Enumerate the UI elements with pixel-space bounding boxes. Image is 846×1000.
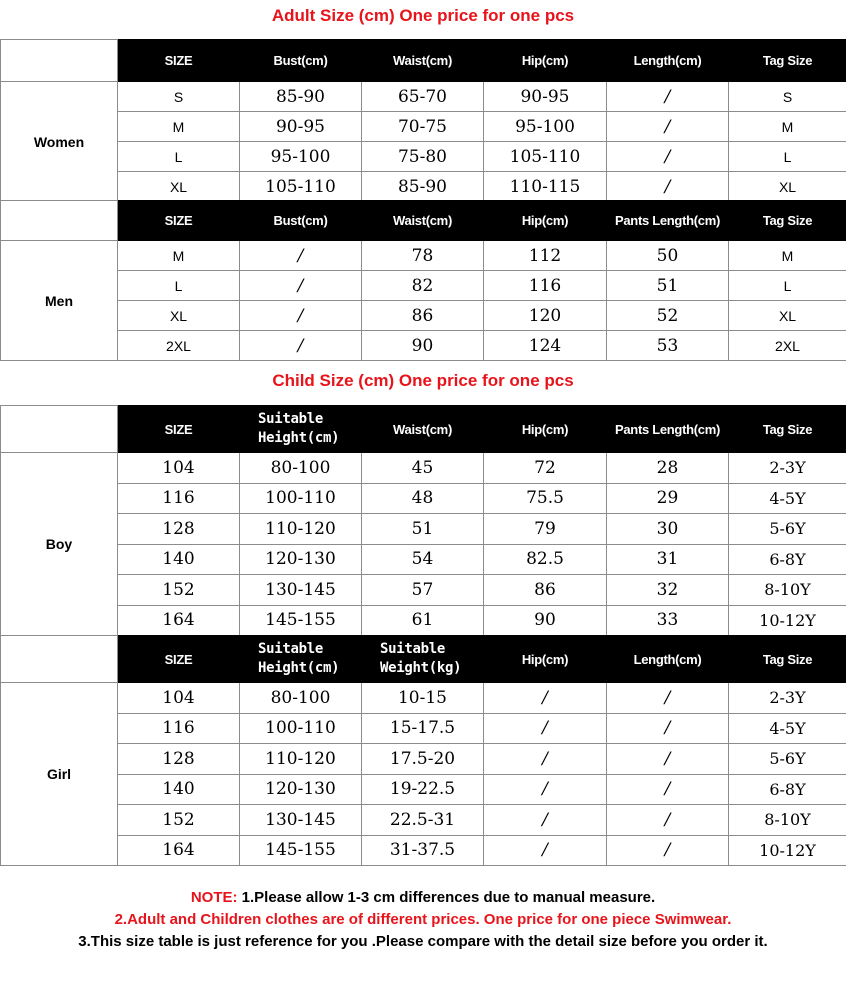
table-cell: 51 bbox=[362, 514, 484, 545]
table-cell: / bbox=[607, 805, 729, 836]
table-cell: 29 bbox=[607, 483, 729, 514]
table-cell: / bbox=[607, 142, 729, 172]
table-cell: / bbox=[607, 774, 729, 805]
table-cell: 33 bbox=[607, 605, 729, 636]
table-cell: / bbox=[484, 835, 607, 866]
girl-header-4: Length(cm) bbox=[607, 636, 729, 683]
women-header-4: Length(cm) bbox=[607, 40, 729, 82]
boy-header-2: Waist(cm) bbox=[362, 406, 484, 453]
table-row bbox=[1, 774, 846, 805]
boy-group-label: Boy bbox=[1, 453, 118, 636]
table-cell: 8-10Y bbox=[729, 575, 846, 606]
boy-header-0: SIZE bbox=[118, 406, 240, 453]
table-cell: 2XL bbox=[729, 331, 846, 361]
table-cell: 10-12Y bbox=[729, 605, 846, 636]
table-row bbox=[1, 483, 846, 514]
table-row bbox=[1, 301, 846, 331]
table-row bbox=[1, 172, 846, 202]
table-cell: 152 bbox=[118, 805, 240, 836]
table-row bbox=[1, 453, 846, 484]
table-cell: 130-145 bbox=[240, 805, 362, 836]
table-cell: M bbox=[118, 112, 240, 142]
table-cell: 80-100 bbox=[240, 453, 362, 484]
table-cell: / bbox=[607, 172, 729, 202]
table-cell: 86 bbox=[484, 575, 607, 606]
girl-size-table bbox=[0, 635, 846, 866]
table-cell: / bbox=[607, 744, 729, 775]
table-cell: / bbox=[240, 301, 362, 331]
table-cell: 128 bbox=[118, 514, 240, 545]
table-cell: 32 bbox=[607, 575, 729, 606]
table-row bbox=[1, 142, 846, 172]
girl-header-5: Tag Size bbox=[729, 636, 846, 683]
table-cell: 95-100 bbox=[240, 142, 362, 172]
table-cell: M bbox=[118, 241, 240, 271]
table-cell: XL bbox=[729, 301, 846, 331]
table-cell: 90 bbox=[362, 331, 484, 361]
table-cell: 79 bbox=[484, 514, 607, 545]
table-cell: 120 bbox=[484, 301, 607, 331]
table-cell: 82 bbox=[362, 271, 484, 301]
table-cell: 145-155 bbox=[240, 835, 362, 866]
women-header-2: Waist(cm) bbox=[362, 40, 484, 82]
table-cell: M bbox=[729, 112, 846, 142]
women-group-label: Women bbox=[1, 82, 118, 202]
table-cell: 152 bbox=[118, 575, 240, 606]
table-cell: 22.5-31 bbox=[362, 805, 484, 836]
table-cell: / bbox=[240, 271, 362, 301]
table-cell: 105-110 bbox=[484, 142, 607, 172]
note-line-2: 2.Adult and Children clothes are of different prices. One price for one piece Swimwear. bbox=[114, 911, 732, 928]
note-line-3: 3.This size table is just reference for you .Please compare with the detail size before you order it. bbox=[78, 933, 768, 950]
men-size-table bbox=[0, 200, 846, 361]
table-cell: 82.5 bbox=[484, 544, 607, 575]
table-cell: L bbox=[118, 271, 240, 301]
table-row bbox=[1, 82, 846, 112]
table-cell: / bbox=[607, 835, 729, 866]
table-row bbox=[1, 575, 846, 606]
table-cell: / bbox=[484, 774, 607, 805]
table-cell: 50 bbox=[607, 241, 729, 271]
table-cell: / bbox=[240, 331, 362, 361]
men-header-3: Hip(cm) bbox=[484, 201, 607, 241]
boy-header-3: Hip(cm) bbox=[484, 406, 607, 453]
table-cell: / bbox=[607, 713, 729, 744]
table-cell: 164 bbox=[118, 835, 240, 866]
notes bbox=[0, 887, 846, 953]
table-cell: / bbox=[484, 805, 607, 836]
table-cell: 2XL bbox=[118, 331, 240, 361]
table-row bbox=[1, 514, 846, 545]
table-row bbox=[1, 241, 846, 271]
table-cell: 124 bbox=[484, 331, 607, 361]
table-cell: 57 bbox=[362, 575, 484, 606]
table-cell: 116 bbox=[118, 483, 240, 514]
table-cell: 90-95 bbox=[240, 112, 362, 142]
table-cell: / bbox=[484, 744, 607, 775]
child-size-title: Child Size (cm) One price for one pcs bbox=[272, 371, 574, 390]
boy-header-1: Suitable Height(cm) bbox=[240, 406, 362, 453]
table-cell: 116 bbox=[484, 271, 607, 301]
table-row bbox=[1, 805, 846, 836]
table-cell: 54 bbox=[362, 544, 484, 575]
men-header-blank bbox=[1, 201, 118, 241]
boy-header-blank bbox=[1, 406, 118, 453]
table-cell: 5-6Y bbox=[729, 514, 846, 545]
table-cell: 61 bbox=[362, 605, 484, 636]
table-cell: 110-120 bbox=[240, 514, 362, 545]
men-header-4: Pants Length(cm) bbox=[607, 201, 729, 241]
table-cell: 100-110 bbox=[240, 713, 362, 744]
table-cell: 28 bbox=[607, 453, 729, 484]
table-cell: 45 bbox=[362, 453, 484, 484]
table-cell: 15-17.5 bbox=[362, 713, 484, 744]
adult-size-title: Adult Size (cm) One price for one pcs bbox=[271, 6, 575, 25]
note-line-1-text: 1.Please allow 1-3 cm differences due to manual measure. bbox=[237, 889, 656, 906]
table-cell: / bbox=[484, 683, 607, 714]
table-cell: XL bbox=[729, 172, 846, 202]
table-cell: 80-100 bbox=[240, 683, 362, 714]
table-cell: XL bbox=[118, 172, 240, 202]
table-cell: 52 bbox=[607, 301, 729, 331]
table-row bbox=[1, 713, 846, 744]
women-header-0: SIZE bbox=[118, 40, 240, 82]
table-row bbox=[1, 271, 846, 301]
table-cell: / bbox=[607, 683, 729, 714]
table-cell: 128 bbox=[118, 744, 240, 775]
table-cell: 164 bbox=[118, 605, 240, 636]
table-cell: L bbox=[729, 271, 846, 301]
table-cell: / bbox=[607, 82, 729, 112]
girl-header-1: Suitable Height(cm) bbox=[240, 636, 362, 683]
table-cell: 140 bbox=[118, 544, 240, 575]
table-cell: / bbox=[607, 112, 729, 142]
girl-header-blank bbox=[1, 636, 118, 683]
table-cell: 70-75 bbox=[362, 112, 484, 142]
table-cell: 31 bbox=[607, 544, 729, 575]
women-header-3: Hip(cm) bbox=[484, 40, 607, 82]
table-cell: 51 bbox=[607, 271, 729, 301]
table-cell: 85-90 bbox=[362, 172, 484, 202]
table-cell: 17.5-20 bbox=[362, 744, 484, 775]
table-cell: 104 bbox=[118, 683, 240, 714]
table-cell: 116 bbox=[118, 713, 240, 744]
table-cell: 85-90 bbox=[240, 82, 362, 112]
table-cell: 8-10Y bbox=[729, 805, 846, 836]
girl-header-0: SIZE bbox=[118, 636, 240, 683]
boy-size-table bbox=[0, 405, 846, 636]
table-cell: 78 bbox=[362, 241, 484, 271]
table-cell: 19-22.5 bbox=[362, 774, 484, 805]
girl-group-label: Girl bbox=[1, 683, 118, 866]
table-cell: 2-3Y bbox=[729, 453, 846, 484]
table-cell: 31-37.5 bbox=[362, 835, 484, 866]
table-row bbox=[1, 544, 846, 575]
table-cell: 140 bbox=[118, 774, 240, 805]
table-cell: 6-8Y bbox=[729, 544, 846, 575]
table-cell: S bbox=[729, 82, 846, 112]
table-cell: 104 bbox=[118, 453, 240, 484]
table-row bbox=[1, 331, 846, 361]
table-cell: / bbox=[484, 713, 607, 744]
table-cell: M bbox=[729, 241, 846, 271]
men-header-1: Bust(cm) bbox=[240, 201, 362, 241]
table-cell: 110-120 bbox=[240, 744, 362, 775]
table-cell: 6-8Y bbox=[729, 774, 846, 805]
table-cell: 110-115 bbox=[484, 172, 607, 202]
men-header-0: SIZE bbox=[118, 201, 240, 241]
table-cell: 30 bbox=[607, 514, 729, 545]
table-cell: 90-95 bbox=[484, 82, 607, 112]
men-header-5: Tag Size bbox=[729, 201, 846, 241]
men-group-label: Men bbox=[1, 241, 118, 361]
table-cell: 75-80 bbox=[362, 142, 484, 172]
table-row bbox=[1, 605, 846, 636]
table-cell: 90 bbox=[484, 605, 607, 636]
girl-header-2: Suitable Weight(kg) bbox=[362, 636, 484, 683]
table-cell: 10-15 bbox=[362, 683, 484, 714]
table-row bbox=[1, 683, 846, 714]
table-cell: / bbox=[240, 241, 362, 271]
table-cell: 10-12Y bbox=[729, 835, 846, 866]
note-label: NOTE: bbox=[190, 889, 238, 906]
women-header-blank bbox=[1, 40, 118, 82]
table-cell: 72 bbox=[484, 453, 607, 484]
table-cell: 130-145 bbox=[240, 575, 362, 606]
table-cell: 65-70 bbox=[362, 82, 484, 112]
table-cell: 2-3Y bbox=[729, 683, 846, 714]
women-size-table bbox=[0, 39, 846, 202]
boy-header-5: Tag Size bbox=[729, 406, 846, 453]
table-cell: 75.5 bbox=[484, 483, 607, 514]
table-cell: 145-155 bbox=[240, 605, 362, 636]
table-row bbox=[1, 112, 846, 142]
table-cell: 95-100 bbox=[484, 112, 607, 142]
table-cell: 105-110 bbox=[240, 172, 362, 202]
table-cell: 5-6Y bbox=[729, 744, 846, 775]
women-header-5: Tag Size bbox=[729, 40, 846, 82]
girl-header-3: Hip(cm) bbox=[484, 636, 607, 683]
table-cell: 120-130 bbox=[240, 544, 362, 575]
note-line-1 bbox=[0, 887, 846, 909]
table-cell: 4-5Y bbox=[729, 483, 846, 514]
men-header-2: Waist(cm) bbox=[362, 201, 484, 241]
boy-header-4: Pants Length(cm) bbox=[607, 406, 729, 453]
table-cell: 100-110 bbox=[240, 483, 362, 514]
table-cell: 120-130 bbox=[240, 774, 362, 805]
table-cell: 86 bbox=[362, 301, 484, 331]
table-row bbox=[1, 744, 846, 775]
table-cell: S bbox=[118, 82, 240, 112]
table-cell: 53 bbox=[607, 331, 729, 361]
table-cell: 112 bbox=[484, 241, 607, 271]
table-cell: 4-5Y bbox=[729, 713, 846, 744]
table-cell: L bbox=[729, 142, 846, 172]
table-cell: 48 bbox=[362, 483, 484, 514]
women-header-1: Bust(cm) bbox=[240, 40, 362, 82]
table-row bbox=[1, 835, 846, 866]
table-cell: L bbox=[118, 142, 240, 172]
table-cell: XL bbox=[118, 301, 240, 331]
